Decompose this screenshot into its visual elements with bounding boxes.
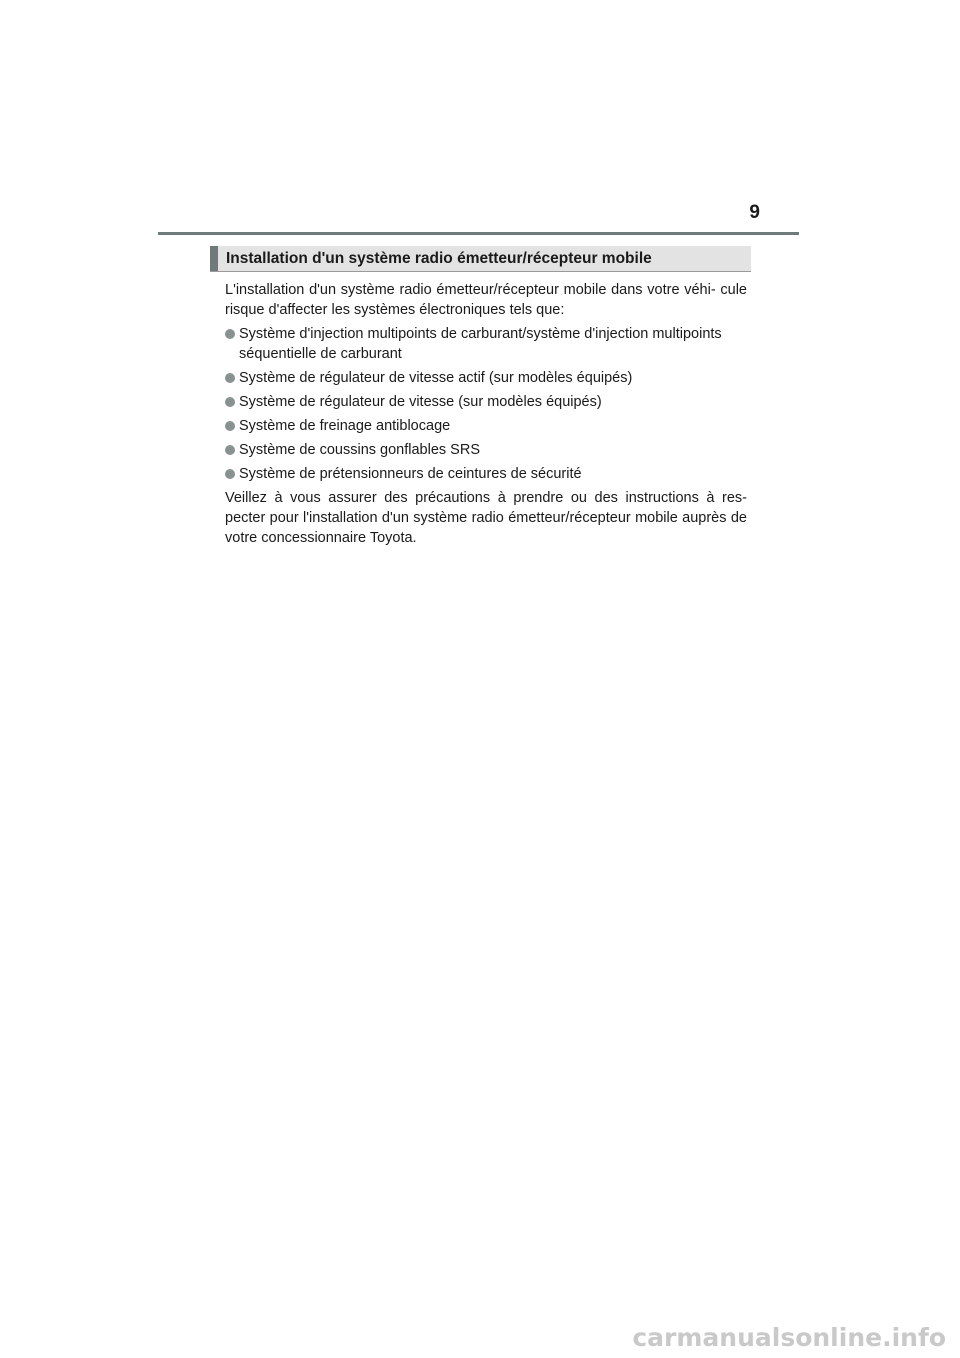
bullet-icon [225,445,235,455]
list-item [225,464,747,484]
systems-list [225,324,747,484]
bullet-icon [225,469,235,479]
list-item-text: Système de régulateur de vitesse (sur modèles équipés) [239,394,602,410]
page-number: 9 [749,202,760,223]
intro-paragraph: L'installation d'un système radio émetteur/récepteur mobile dans votre véhi- cule risque d'affecter les systèmes électroniques tels que: [225,282,747,318]
list-item-text: Système de prétensionneurs de ceintures de sécurité [239,466,582,482]
bullet-icon [225,329,235,339]
list-item [225,324,747,364]
list-item [225,368,747,388]
header-rule [158,232,799,235]
bullet-icon [225,397,235,407]
list-item-text: Système de freinage antiblocage [239,418,451,434]
list-item-text: Système d'injection multipoints de carburant/système d'injection multipoints séquentielle de carburant [239,326,722,362]
closing-paragraph: Veillez à vous assurer des précautions à prendre ou des instructions à res- pecter pour l'installation d'un système radio émetteur/récepteur mobile auprès de votre concessionnaire Toyota. [225,490,747,546]
list-item-text: Système de régulateur de vitesse actif (sur modèles équipés) [239,370,633,386]
list-item-text: Système de coussins gonflables SRS [239,442,480,458]
list-item [225,440,747,460]
list-item [225,416,747,436]
watermark-logo: carmanualsonline.info [632,1323,946,1352]
heading-accent-bar [210,246,218,271]
section-heading [210,246,751,272]
bullet-icon [225,373,235,383]
section-content [225,280,747,548]
bullet-icon [225,421,235,431]
list-item [225,392,747,412]
section-title: Installation d'un système radio émetteur/récepteur mobile [226,250,652,267]
